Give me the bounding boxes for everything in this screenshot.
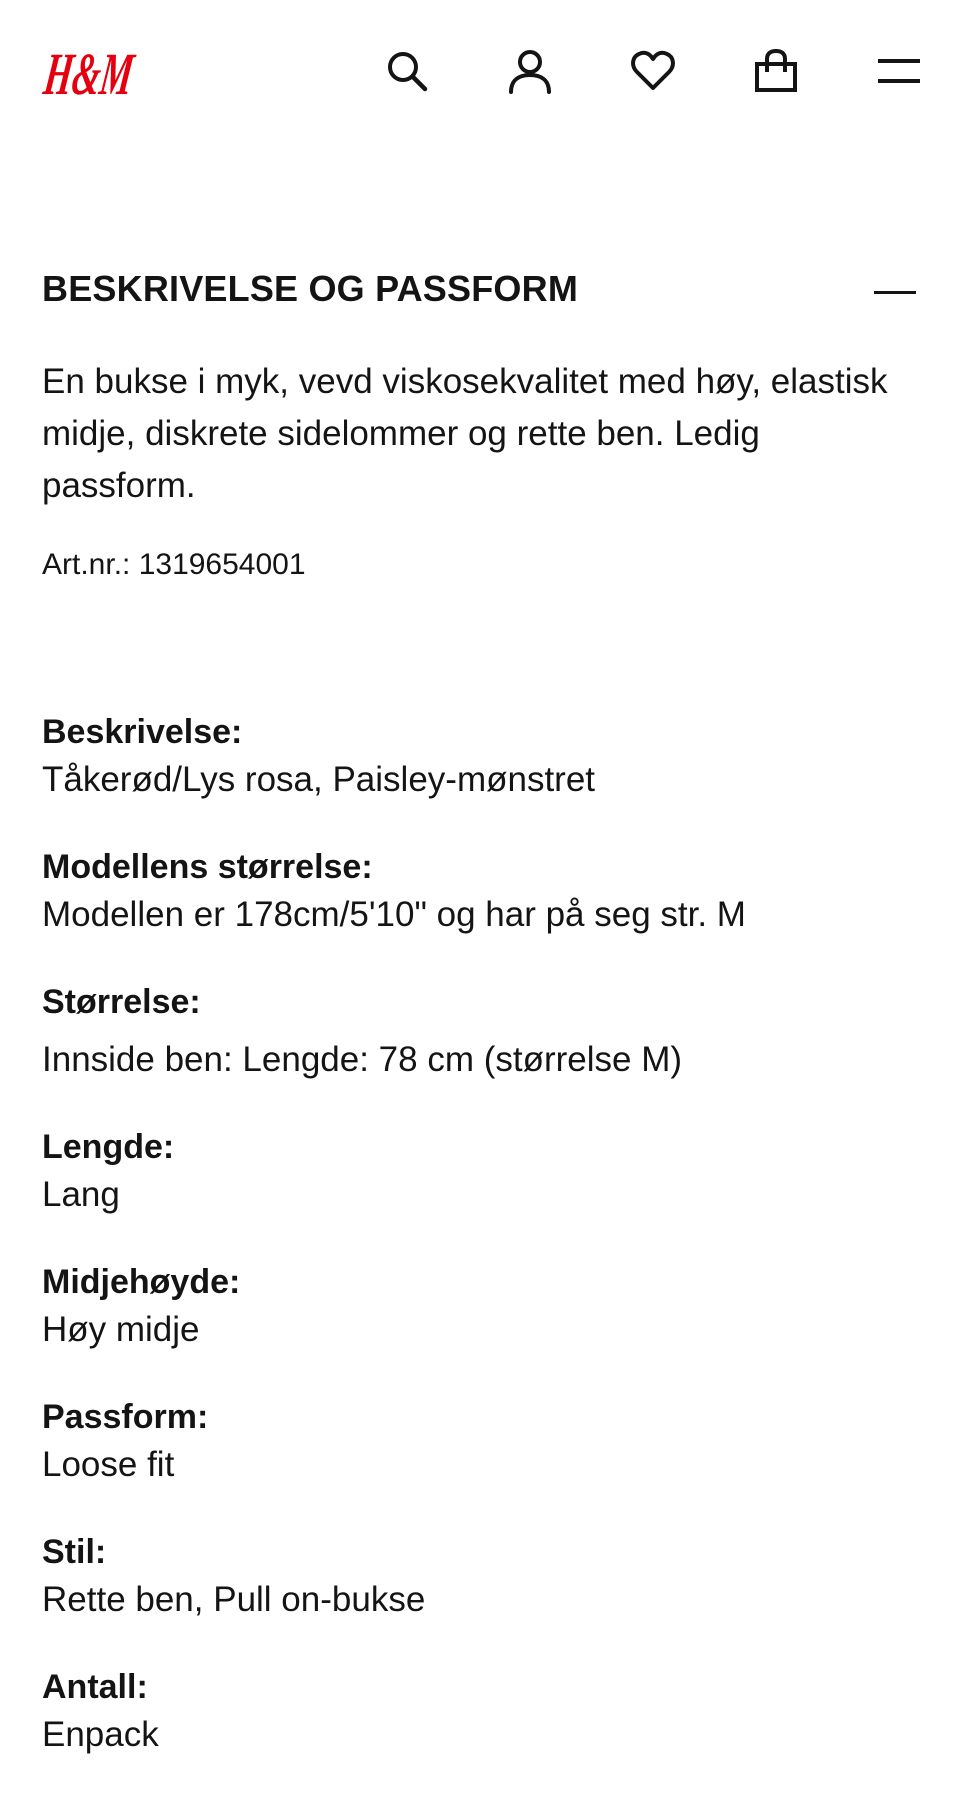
attribute-label: Lengde:	[42, 1128, 175, 1166]
attribute-label: Modellens størrelse:	[42, 848, 373, 886]
attribute-value: Tåkerød/Lys rosa, Paisley-mønstret	[42, 760, 596, 799]
product-attributes	[42, 708, 922, 1798]
attribute-row	[42, 1123, 922, 1219]
attribute-value: Modellen er 178cm/5'10" og har på seg str. M	[42, 895, 746, 934]
attribute-label: Størrelse:	[42, 983, 201, 1021]
attribute-row	[42, 1393, 922, 1489]
attribute-row	[42, 708, 922, 804]
attribute-row	[42, 843, 922, 939]
hm-logo-text: H&M	[40, 41, 197, 108]
shopping-bag-icon[interactable]	[751, 46, 801, 96]
attribute-value: Enpack	[42, 1715, 159, 1754]
account-icon[interactable]	[505, 46, 555, 96]
attribute-label: Antall:	[42, 1668, 148, 1706]
section-title[interactable]: BESKRIVELSE OG PASSFORM	[42, 268, 579, 309]
attribute-row	[42, 1528, 922, 1624]
attribute-value: Lang	[42, 1175, 120, 1214]
attribute-value: Innside ben: Lengde: 78 cm (størrelse M)	[42, 1040, 683, 1079]
attribute-value: Høy midje	[42, 1310, 200, 1349]
attribute-label: Beskrivelse:	[42, 713, 243, 751]
attribute-row	[42, 1258, 922, 1354]
attribute-row	[42, 978, 922, 1084]
search-icon[interactable]	[382, 46, 432, 96]
collapse-minus-icon[interactable]	[874, 268, 918, 312]
attribute-label: Passform:	[42, 1398, 209, 1436]
attribute-value: Loose fit	[42, 1445, 175, 1484]
attribute-value: Rette ben, Pull on-bukse	[42, 1580, 426, 1619]
attribute-label: Stil:	[42, 1533, 107, 1571]
site-header	[0, 0, 960, 150]
attribute-row	[42, 1663, 922, 1759]
product-description: En bukse i myk, vevd viskosekvalitet med høy, elastisk midje, diskrete sidelommer og rette ben. Ledig passform.	[42, 362, 888, 505]
article-number: Art.nr.: 1319654001	[42, 548, 306, 581]
favorites-heart-icon[interactable]	[628, 46, 678, 96]
attribute-label: Midjehøyde:	[42, 1263, 241, 1301]
hm-logo[interactable]	[40, 38, 197, 108]
menu-icon[interactable]	[874, 46, 924, 96]
